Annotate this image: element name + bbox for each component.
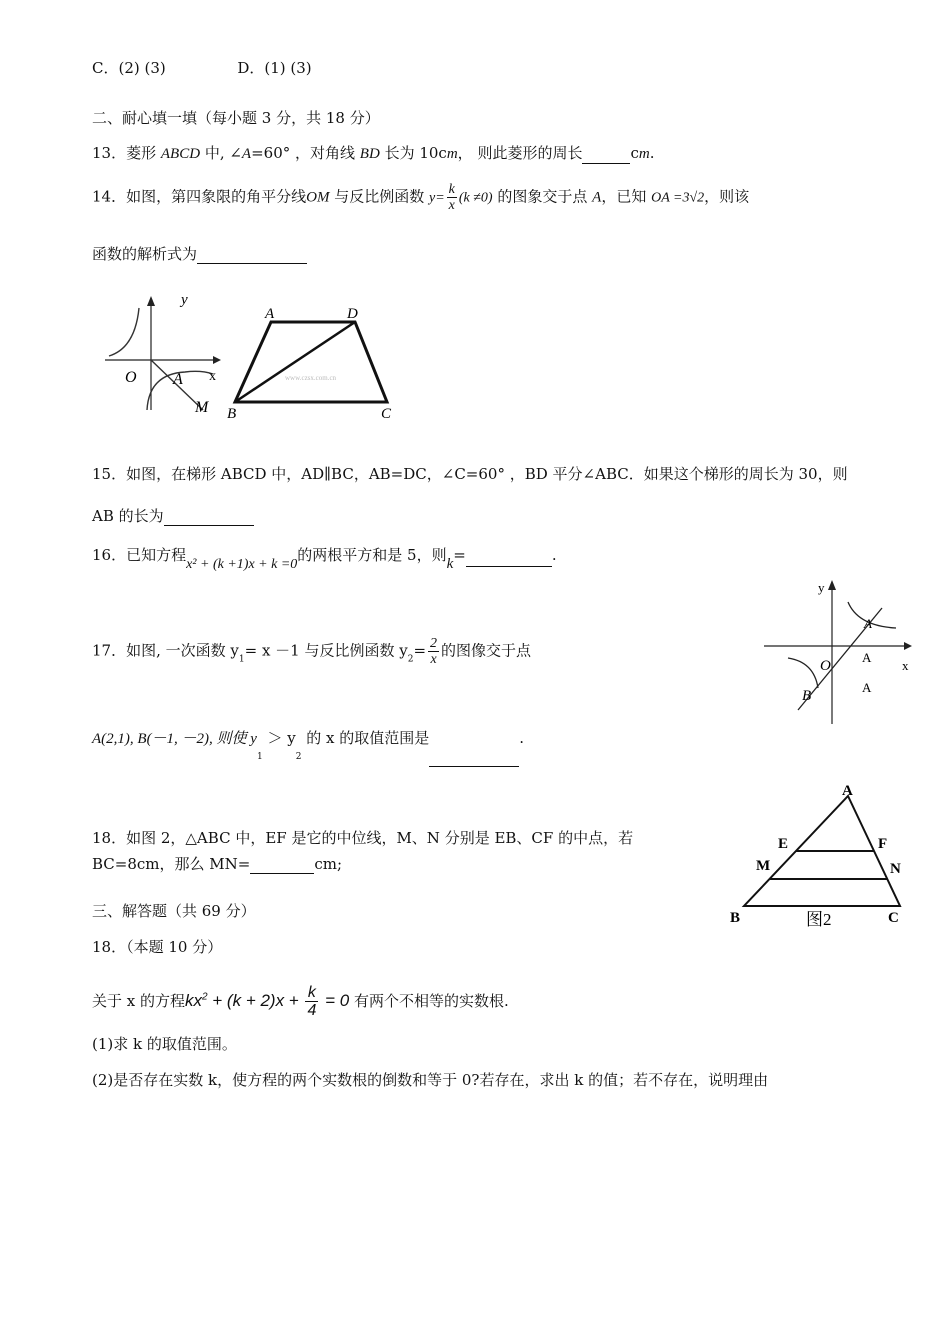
question-18b-part1: (1)求 k 的取值范围。: [92, 1035, 237, 1053]
answer-blank-15[interactable]: [164, 509, 254, 526]
question-16: 16．已知方程x² + (k +1)x + k =0的两根平方和是 5，则k= .: [92, 545, 557, 567]
label-m: M: [195, 399, 209, 416]
x-axis-arrow-icon: [904, 642, 912, 650]
question-17: 17．如图, 一次函数 $y_1= x -1$ 与反比例函数 $y_2=$ $\frac{2}{x}$ 的图像交于点: [92, 636, 532, 667]
watermark: www.czsx.com.cn: [285, 374, 337, 382]
label-a-point: A: [864, 616, 872, 631]
hyperbola-branch-q1: [848, 602, 896, 628]
label-a: A: [173, 371, 183, 388]
figure-17-graph: [760, 574, 920, 734]
question-13: 13．菱形 ABCD 中, ∠A=60° ，对角线 BD 长为 10cm， 则此菱形的周长 cm.: [92, 144, 655, 162]
label-n: N: [890, 861, 901, 877]
label-b: B: [730, 910, 741, 926]
label-a-3: A: [862, 680, 872, 695]
question-18b-statement: 关于 x 的方程$kx^2 + (k + 2)x$ + $\frac{k}{4}$ = 0 有两个不相等的实数根.: [92, 984, 509, 1019]
figure-caption: 图2: [806, 910, 832, 929]
y-axis-arrow-icon: [828, 580, 836, 590]
question-18a-line2: BC=8cm，那么 MN= cm;: [92, 855, 343, 873]
figure-18-triangle: [728, 782, 918, 932]
fraction-k-over-x: $\frac{k}{x}$: [448, 182, 455, 213]
equation-16: x² + (k +1)x + k =0: [186, 557, 298, 572]
label-y: y: [181, 292, 188, 308]
question-18b-part2: (2)是否存在实数 k，使方程的两个实数根的倒数和等于 0?若存在，求出 k 的值；若不存在，说明理由: [92, 1071, 769, 1089]
question-14-line2: 函数的解析式为: [92, 244, 307, 264]
label-x: x: [902, 658, 909, 673]
fraction-2-over-x: $\frac{2}{x}$: [430, 636, 438, 667]
section2-title: 二、耐心填一填（每小题 3 分，共 18 分）: [92, 109, 380, 127]
label-d: D: [347, 306, 358, 322]
question-15-line2: AB 的长为: [92, 506, 254, 526]
label-x: x: [209, 369, 216, 384]
x-axis-arrow-icon: [213, 356, 221, 364]
label-e: E: [778, 836, 789, 852]
section3-title: 三、解答题（共 69 分）: [92, 902, 256, 920]
hyperbola-branch-q3: [788, 658, 818, 688]
label-c: C: [888, 910, 899, 926]
question-15: 15．如图，在梯形 ABCD 中，AD∥BC，AB=DC，∠C=60° ，BD 平分∠ABC．如果这个梯形的周长为 30，则: [92, 465, 848, 483]
q12-option-d: D．(1) (3): [237, 59, 312, 77]
q12-option-c: C．(2) (3): [92, 59, 166, 77]
question-17-line2: A(2,1), B(－1, －2), 则使 $y_1 > y_2$ 的 x 的取值范围是 .: [92, 728, 524, 767]
hyperbola-branch-q2: [109, 308, 139, 356]
y-axis-arrow-icon: [147, 296, 155, 306]
q12-options: [92, 58, 312, 78]
label-c: C: [381, 406, 392, 422]
figure-14-graph: [95, 288, 230, 418]
answer-blank-18[interactable]: [250, 857, 314, 874]
label-o: O: [820, 658, 831, 674]
answer-blank-16[interactable]: [466, 550, 552, 567]
label-a-2: A: [862, 650, 872, 665]
label-b: B: [802, 688, 812, 704]
label-b: B: [227, 406, 237, 422]
figure-15-trapezoid: [225, 300, 400, 425]
equation-18b: $kx^2 + (k + 2)x$ + $\frac{k}{4}$ = 0: [185, 984, 350, 1019]
label-a: A: [265, 306, 275, 322]
question-18a: 18．如图 2，△ABC 中，EF 是它的中位线，M、N 分别是 EB、CF 的中点，若: [92, 829, 634, 847]
label-o: O: [125, 369, 137, 386]
answer-blank-13[interactable]: [582, 147, 630, 164]
label-m: M: [756, 858, 771, 874]
answer-blank-17[interactable]: [429, 750, 519, 767]
label-y: y: [818, 580, 825, 595]
answer-blank-14[interactable]: [197, 247, 307, 264]
label-a: A: [842, 783, 853, 799]
question-18b-header: 18．（本题 10 分）: [92, 938, 223, 956]
question-14: 14．如图，第四象限的角平分线OM 与反比例函数 y= $\frac{k}{x}$ (k ≠0) 的图象交于点 A，已知 OA =3√2，则该: [92, 182, 750, 213]
label-f: F: [878, 836, 888, 852]
trapezoid-abcd: [235, 322, 387, 402]
